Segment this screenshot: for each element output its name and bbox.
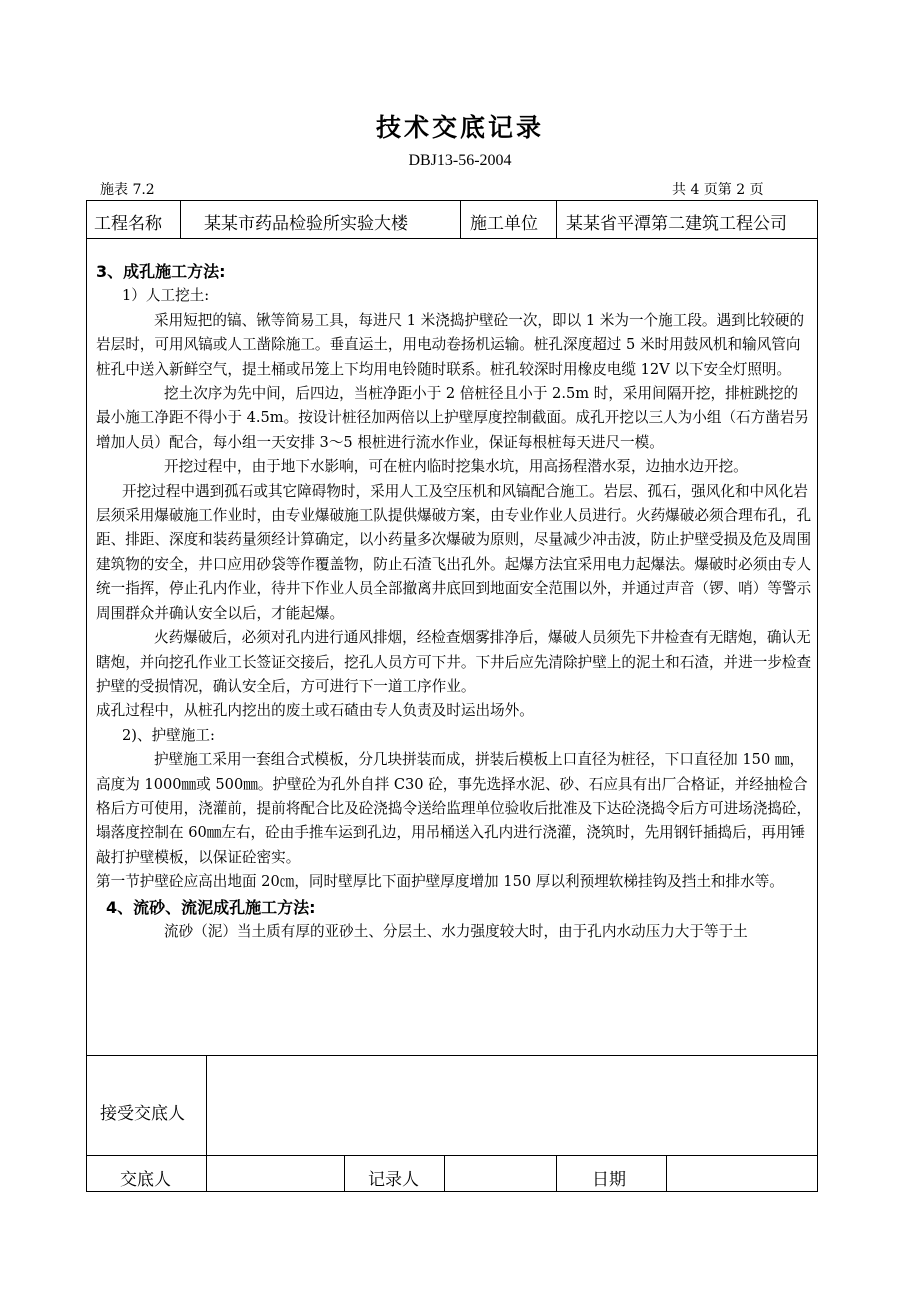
date-col-divider-right bbox=[666, 1155, 667, 1192]
paragraph-excavation-tools: 采用短把的镐、锹等简易工具，每进尺 1 米浇捣护壁砼一次，即以 1 米为一个施工段。遇到比较硬的岩层时，可用风镐或人工凿除施工。垂直运土，用电动卷扬机运输。桩孔深度超过 5 米时用鼓风机和输风管向桩孔中送入新鲜空气，提土桶或吊笼上下均用电铃随时联系。桩孔较深时用橡皮电缆 12V 以下安全灯照明。 bbox=[96, 311, 805, 378]
receiver-label: 接受交底人 bbox=[100, 1104, 185, 1124]
info-col-divider-3 bbox=[556, 200, 557, 238]
subsection-1-heading: 1）人工挖土: bbox=[122, 287, 210, 305]
standard-code: DBJ13-56-2004 bbox=[408, 152, 512, 169]
info-row-divider bbox=[86, 238, 818, 239]
project-name-value: 某某市药品检验所实验大楼 bbox=[204, 214, 408, 234]
receiver-signature-field[interactable] bbox=[214, 1062, 812, 1150]
receiver-col-divider bbox=[206, 1055, 207, 1192]
subsection-2-heading: 2)、护壁施工: bbox=[122, 726, 215, 744]
content-body bbox=[96, 260, 812, 944]
form-number: 施表 7.2 bbox=[100, 182, 155, 198]
recorder-signature-field[interactable] bbox=[448, 1158, 552, 1188]
paragraph-spoil-removal: 成孔过程中，从桩孔内挖出的废土或石碴由专人负责及时运出场外。 bbox=[96, 702, 534, 720]
project-name-label: 工程名称 bbox=[94, 214, 162, 234]
recorder-col-divider-right bbox=[444, 1155, 445, 1192]
giver-label: 交底人 bbox=[120, 1170, 171, 1190]
section-4-heading: 4、流砂、流泥成孔施工方法: bbox=[106, 897, 316, 917]
info-col-divider-1 bbox=[180, 200, 181, 238]
paragraph-blasting: 开挖过程中遇到孤石或其它障碍物时，采用人工及空压机和风镐配合施工。岩层、孤石，强风化和中风化岩层须采用爆破施工作业时，由专业爆破施工队提供爆破方案，由专业作业人员进行。火药爆破必须合理布孔，孔距、排距、深度和装药量须经计算确定，以小药量多次爆破为原则，尽量减少冲击波，防止护壁受损及危及周围建筑物的安全，井口应用砂袋等作覆盖物，防止石渣飞出孔外。起爆方法宜采用电力起爆法。爆破时必须由专人统一指挥，停止孔内作业，待井下作业人员全部撤离井底回到地面安全范围以外，并通过声音（锣、哨）等警示周围群众并确认安全以后，才能起爆。 bbox=[96, 482, 812, 622]
footer-divider-top bbox=[86, 1055, 818, 1056]
info-col-divider-2 bbox=[460, 200, 461, 238]
date-field[interactable] bbox=[670, 1158, 814, 1188]
date-col-divider-left bbox=[556, 1155, 557, 1192]
section-3-heading: 3、成孔施工方法: bbox=[96, 262, 226, 281]
paragraph-quicksand: 流砂（泥）当土质有厚的亚砂土、分层土、水力强度较大时，由于孔内水动压力大于等于土 bbox=[164, 922, 748, 940]
contractor-label: 施工单位 bbox=[470, 214, 538, 234]
paragraph-first-wall-section: 第一节护壁砼应高出地面 20㎝，同时壁厚比下面护壁厚度增加 150 厚以利预埋软梯挂钩及挡土和排水等。 bbox=[96, 873, 784, 891]
recorder-col-divider-left bbox=[344, 1155, 345, 1192]
paragraph-after-blasting: 火药爆破后，必须对孔内进行通风排烟，经检查烟雾排净后，爆破人员须先下井检查有无瞎炮，确认无瞎炮，并向挖孔作业工长签证交接后，挖孔人员方可下井。下井后应先清除护壁上的泥土和石渣，并进一步检查护壁的受损情况，确认安全后，方可进行下一道工序作业。 bbox=[96, 629, 812, 695]
page-number: 共 4 页第 2 页 bbox=[672, 182, 764, 198]
giver-signature-field[interactable] bbox=[210, 1158, 340, 1188]
recorder-label: 记录人 bbox=[368, 1170, 419, 1190]
date-label: 日期 bbox=[592, 1170, 626, 1190]
contractor-value: 某某省平潭第二建筑工程公司 bbox=[566, 214, 787, 234]
footer-divider-middle bbox=[86, 1155, 818, 1156]
paragraph-wall-formwork: 护壁施工采用一套组合式模板，分几块拼装而成，拼装后模板上口直径为桩径，下口直径加 150 ㎜，高度为 1000㎜或 500㎜。护壁砼为孔外自拌 C30 砼，事先选择水泥、砂、石应具有出厂合格证，并经抽检合格后方可使用，浇灌前，提前将配合比及砼浇捣令送给监理单位验收后批准及下达砼浇捣令后方可进场浇捣砼， 塌落度控制在 60㎜左右，砼由手推车运到孔边，用吊桶送入孔内进行浇灌，浇筑时，先用钢钎插捣后，再用锤敲打护壁模板，以保证砼密实。 bbox=[96, 751, 812, 866]
document-title: 技术交底记录 bbox=[375, 113, 544, 142]
paragraph-groundwater: 开挖过程中，由于地下水影响，可在桩内临时挖集水坑，用高扬程潜水泵，边抽水边开挖。 bbox=[164, 458, 748, 476]
paragraph-excavation-order: 挖土次序为先中间，后四边，当桩净距小于 2 倍桩径且小于 2.5m 时，采用间隔开挖，排桩跳挖的最小施工净距不得小于 4.5m。按设计桩径加两倍以上护壁厚度控制截面。成孔开挖以三人为小组（石方凿岩另增加人员）配合，每小组一天安排 3～5 根桩进行流水作业，保证每根桩每天进尺一模。 bbox=[96, 385, 810, 451]
